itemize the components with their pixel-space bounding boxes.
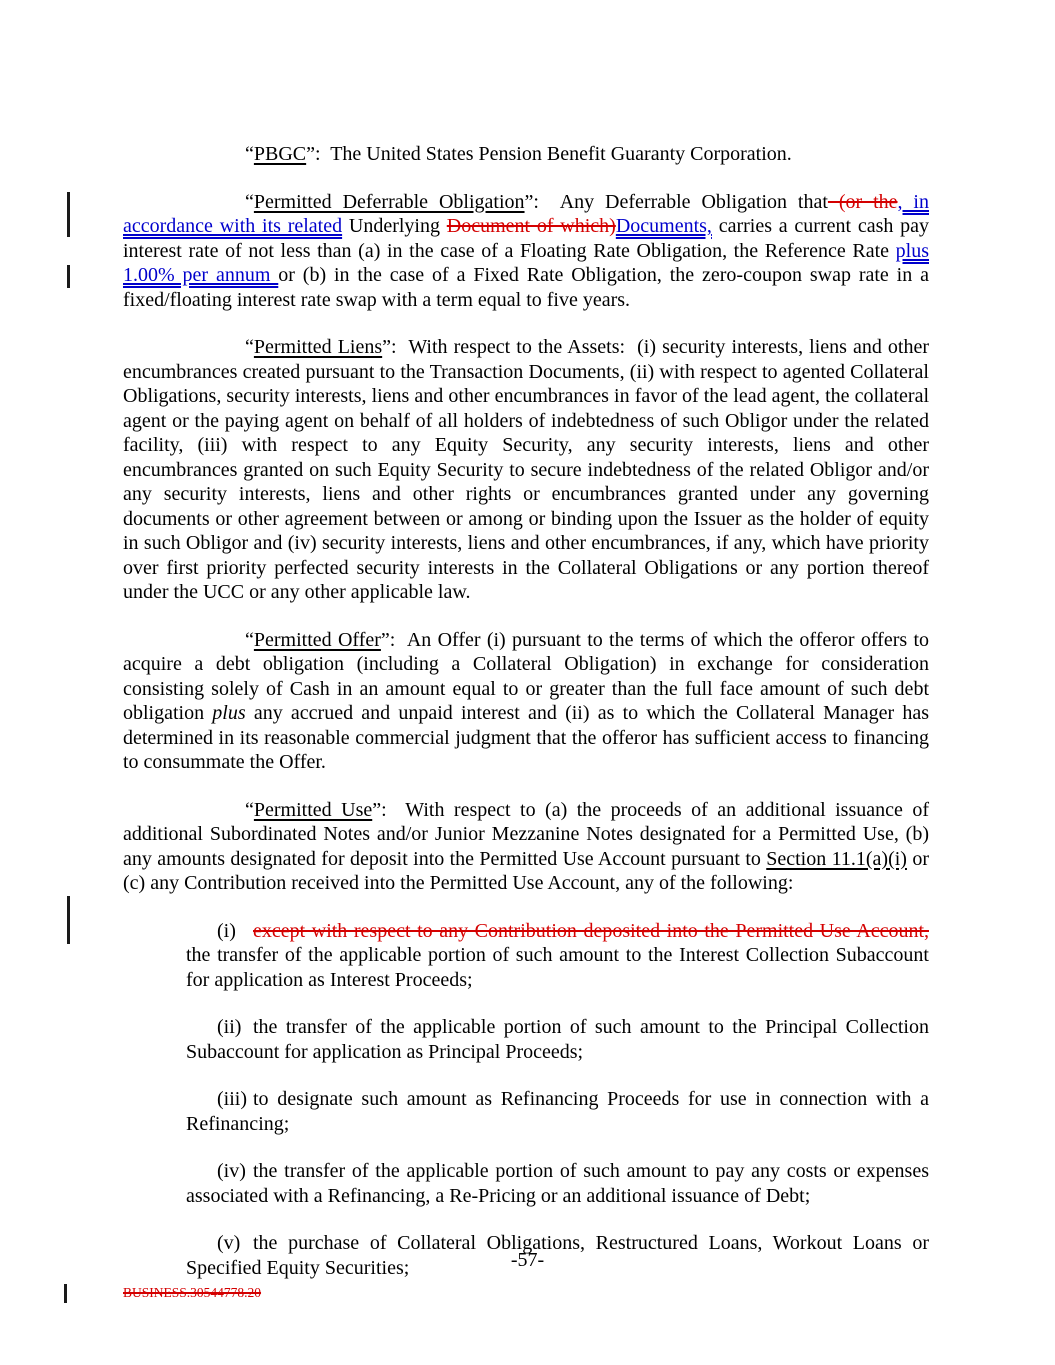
- change-bar: [67, 896, 70, 944]
- definition-permitted-liens: [123, 335, 929, 605]
- text-run: or (b) in the case of a Fixed Rate Obligation, the zero-coupon swap rate in a fixed/floating interest rate swap with a term equal to five years.: [123, 264, 929, 311]
- footer-doc-id: BUSINESS.30544778.20: [123, 1285, 262, 1300]
- definition-permitted-offer: [123, 628, 929, 775]
- document-body: [123, 142, 929, 1303]
- text-run: ”: With respect to (a) the proceeds of an additional issuance of additional Subordinated Notes and/or Junior Mezzanine Notes designated for a Permitted Use, (b) any amounts designated for deposit into the Permitted Use Account pursuant to: [123, 798, 929, 870]
- list-item-ii-text: [186, 1016, 929, 1063]
- list-item-iii-text: [186, 1088, 929, 1135]
- inserted-text: Documents,: [615, 215, 712, 237]
- text-run: the purchase of Collateral Obligations, Restructured Loans, Workout Loans or Specified Equity Securities;: [186, 1232, 929, 1279]
- list-item-iv-text: [186, 1160, 929, 1207]
- defined-term: Permitted Liens: [253, 336, 383, 358]
- inserted-text: , in accordance with its related: [123, 190, 929, 237]
- text-run: “: [245, 190, 254, 213]
- deleted-text: Document of which): [446, 215, 616, 237]
- change-bar: [67, 192, 70, 237]
- text-run: or (c) any Contribution received into the Permitted Use Account, any of the following:: [123, 847, 929, 894]
- text-run: ”: Any Deferrable Obligation that: [524, 190, 828, 213]
- defined-term: PBGC: [253, 143, 307, 165]
- text-run: the transfer of the applicable portion of such amount to the Interest Collection Subaccount for application as Interest Proceeds;: [186, 944, 929, 991]
- list-item-ii: [186, 1015, 929, 1064]
- text-run: the transfer of the applicable portion of such amount to the Principal Collection Subaccount for application as Principal Proceeds;: [186, 1016, 929, 1063]
- text-run: carries a current cash pay interest rate of not less than (a) in the case of a Floating Rate Obligation, the Reference Rate: [123, 215, 930, 262]
- text-run: “: [245, 336, 254, 358]
- text-run: “: [245, 628, 254, 651]
- list-marker-iv: (iv): [217, 1160, 246, 1182]
- text-run: Underlying: [342, 215, 447, 237]
- italic-text: plus: [212, 702, 246, 724]
- list-item-i: [186, 919, 929, 993]
- deleted-text: except with respect to any Contribution deposited into the Permitted Use Account,: [253, 919, 929, 942]
- list-marker-ii: (ii): [217, 1016, 242, 1038]
- text-run: “: [245, 798, 254, 821]
- text-run: to designate such amount as Refinancing Proceeds for use in connection with a Refinancing;: [186, 1088, 929, 1135]
- list-item-iii: [186, 1087, 929, 1136]
- list-marker-iii: (iii): [217, 1088, 247, 1110]
- list-item-iv: [186, 1159, 929, 1208]
- text-run: ”: The United States Pension Benefit Guaranty Corporation.: [306, 143, 792, 165]
- list-marker-v: (v): [217, 1232, 241, 1254]
- defined-term: Permitted Offer: [253, 628, 381, 651]
- defined-term: Permitted Use: [253, 798, 373, 821]
- text-run: the transfer of the applicable portion of such amount to pay any costs or expenses associated with a Refinancing, a Re-Pricing or an additional issuance of Debt;: [186, 1160, 929, 1207]
- defined-term: Permitted Deferrable Obligation: [253, 190, 525, 213]
- list-item-i-text: [186, 920, 929, 991]
- list-marker-i: (i): [217, 919, 236, 942]
- deleted-text: (or the: [827, 190, 898, 213]
- definition-permitted-use: [123, 798, 929, 896]
- text-run: ”: An Offer (i) pursuant to the terms of which the offeror offers to acquire a debt obligation (including a Collateral Obligation) in exchange for consideration consisting solely of Cash in an amount equal to or greater than the full face amount of such debt obligation: [123, 628, 930, 724]
- definition-permitted-deferrable-obligation: [123, 190, 929, 313]
- text-run: “: [245, 143, 254, 165]
- text-run: ”: With respect to the Assets: (i) security interests, liens and other encumbrances created pursuant to the Transaction Documents, (ii) with respect to agented Collateral Obligations, security interests, liens and other encumbrances in favor of the lead agent, the collateral agent or the paying agent on behalf of all holders of indebtedness of such Obligor under the related facility, (iii) with respect to any Equity Security, any security interests, liens and other encumbrances granted on such Equity Security to secure indebtedness of the related Obligor and/or any security interests, liens and other rights or encumbrances granted under any governing documents or other agreement between or among or binding upon the Issuer as the holder of equity in such Obligor and (iv) security interests, liens and other encumbrances, if any, which have priority over first priority perfected security interests in the Collateral Obligations or any portion thereof under the UCC or any other applicable law.: [123, 336, 929, 603]
- change-bar: [67, 265, 70, 288]
- change-bar: [64, 1284, 67, 1303]
- inserted-text: plus 1.00% per annum: [123, 239, 929, 286]
- definition-pbgc: [123, 142, 929, 167]
- page-number: -57-: [510, 1249, 545, 1271]
- defined-term: Section 11.1(a)(i): [766, 847, 907, 870]
- text-run: any accrued and unpaid interest and (ii) as to which the Collateral Manager has determined in its reasonable commercial judgment that the offeror has sufficient access to financing to consummate the Offer.: [123, 702, 929, 773]
